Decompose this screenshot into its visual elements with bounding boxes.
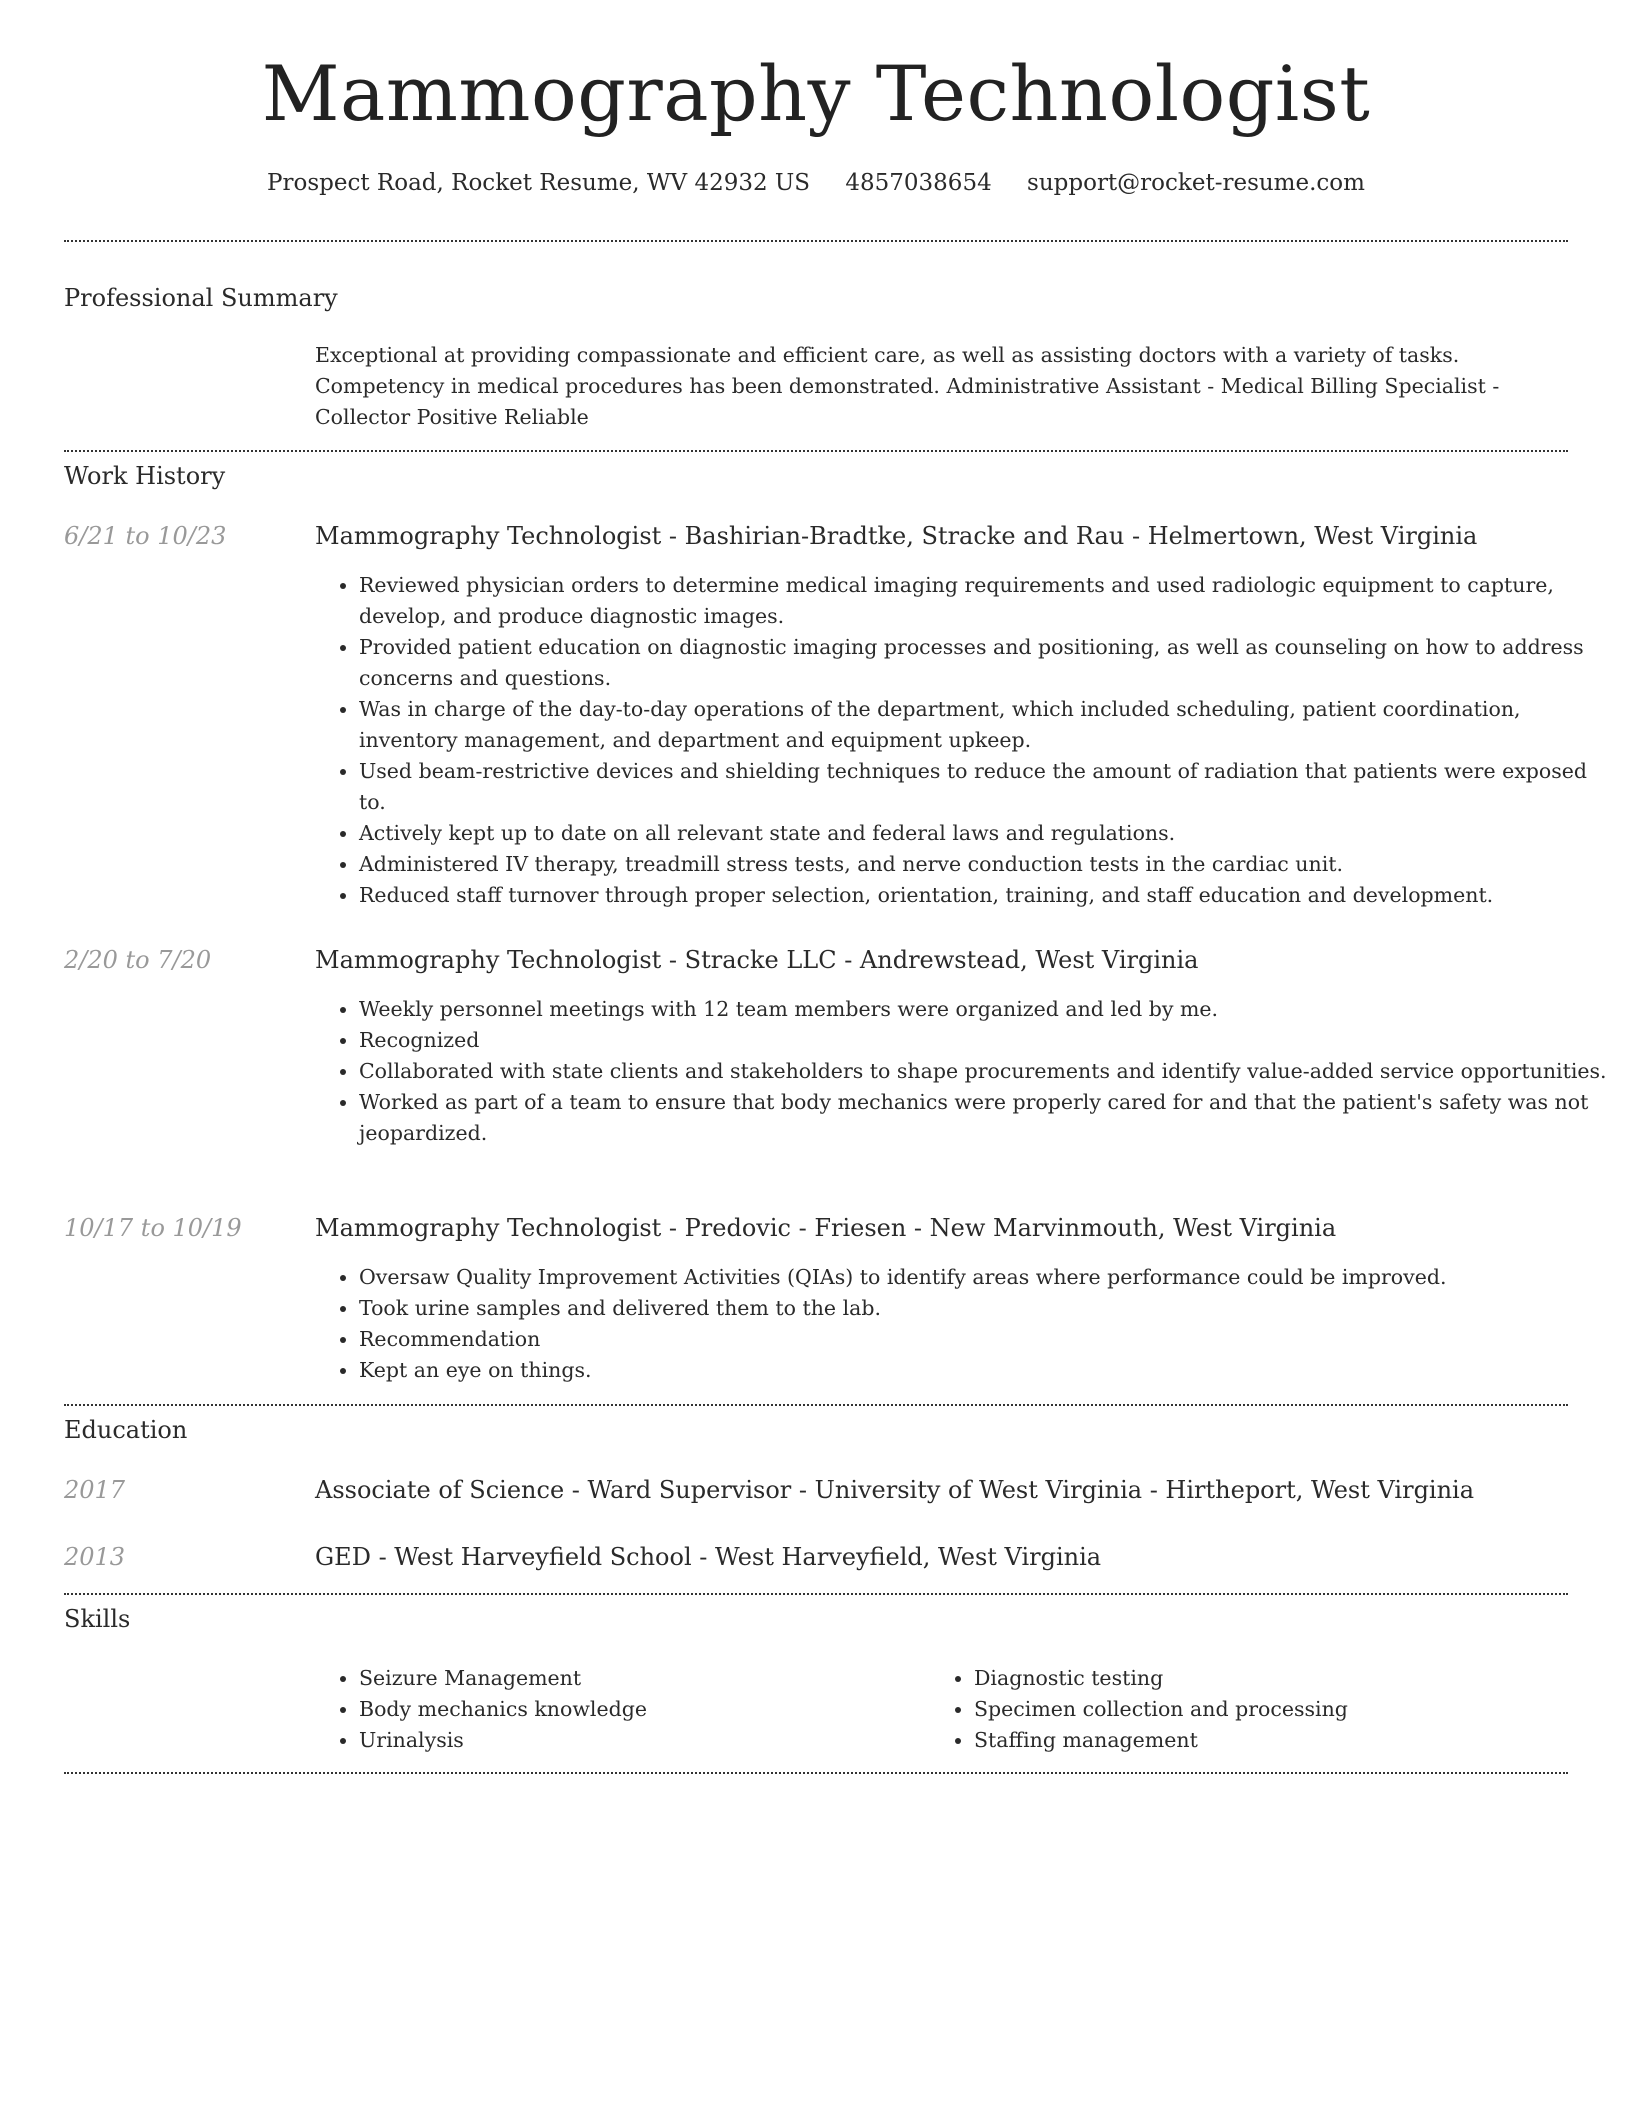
- list-item: • Collaborated with state clients and stakeholders to shape procurements and identify value-added service opportunities.: [359, 1056, 1609, 1087]
- education-year: 2013: [64, 1543, 126, 1571]
- job-dates: 6/21 to 10/23: [64, 522, 227, 550]
- list-item: • Oversaw Quality Improvement Activities (QIAs) to identify areas where performance could be improved.: [359, 1262, 1609, 1293]
- contact-phone: 4857038654: [845, 170, 992, 196]
- section-title-skills: Skills: [64, 1605, 131, 1633]
- job-bullets: [315, 570, 1609, 911]
- job-bullets: [315, 1262, 1609, 1386]
- job-heading: Mammography Technologist - Predovic - Friesen - New Marvinmouth, West Virginia: [315, 1214, 1337, 1242]
- skill-item: • Body mechanics knowledge: [359, 1694, 919, 1725]
- list-item: • Worked as part of a team to ensure that body mechanics were properly cared for and that the patient's safety was not jeopardized.: [359, 1087, 1609, 1149]
- skills-list-right: [930, 1663, 1594, 1756]
- job-bullets: [315, 994, 1609, 1149]
- candidate-name: Mammography Technologist: [261, 49, 1371, 138]
- job-dates: 10/17 to 10/19: [64, 1214, 242, 1242]
- education-year: 2017: [64, 1476, 126, 1504]
- list-item: • Administered IV therapy, treadmill stress tests, and nerve conduction tests in the cardiac unit.: [359, 849, 1609, 880]
- education-heading: GED - West Harveyfield School - West Harveyfield, West Virginia: [315, 1543, 1102, 1571]
- contact-email: support@rocket-resume.com: [1027, 170, 1365, 196]
- divider: [64, 1593, 1568, 1595]
- list-item: • Reviewed physician orders to determine medical imaging requirements and used radiologic equipment to capture, develop, and produce diagnostic images.: [359, 570, 1609, 632]
- divider: [64, 1772, 1568, 1774]
- skills-list-left: [315, 1663, 919, 1756]
- education-heading: Associate of Science - Ward Supervisor - University of West Virginia - Hirtheport, West Virginia: [315, 1476, 1475, 1504]
- list-item: • Was in charge of the day-to-day operations of the department, which included scheduling, patient coordination, inventory management, and department and equipment upkeep.: [359, 694, 1609, 756]
- section-title-education: Education: [64, 1416, 188, 1444]
- list-item: • Recognized: [359, 1025, 1609, 1056]
- divider: [64, 1404, 1568, 1406]
- contact-line: [64, 170, 1568, 196]
- divider: [64, 450, 1568, 452]
- section-title-summary: Professional Summary: [64, 284, 338, 312]
- skill-item: • Diagnostic testing: [974, 1663, 1594, 1694]
- list-item: • Weekly personnel meetings with 12 team members were organized and led by me.: [359, 994, 1609, 1025]
- job-heading: Mammography Technologist - Stracke LLC - Andrewstead, West Virginia: [315, 946, 1199, 974]
- summary-text: Exceptional at providing compassionate and efficient care, as well as assisting doctors with a variety of tasks. Competency in medical procedures has been demonstrated. Administrative Assistant - Medical Billing Specialist - Collector Positive Reliable: [315, 343, 1500, 429]
- contact-address: Prospect Road, Rocket Resume, WV 42932 US: [267, 170, 811, 196]
- section-title-work-history: Work History: [64, 462, 226, 490]
- list-item: • Used beam-restrictive devices and shielding techniques to reduce the amount of radiation that patients were exposed to.: [359, 756, 1609, 818]
- skill-item: • Staffing management: [974, 1725, 1594, 1756]
- skill-item: • Specimen collection and processing: [974, 1694, 1594, 1725]
- list-item: • Took urine samples and delivered them to the lab.: [359, 1293, 1609, 1324]
- skill-item: • Urinalysis: [359, 1725, 919, 1756]
- list-item: • Provided patient education on diagnostic imaging processes and positioning, as well as counseling on how to address concerns and questions.: [359, 632, 1609, 694]
- list-item: • Reduced staff turnover through proper selection, orientation, training, and staff education and development.: [359, 880, 1609, 911]
- job-heading: Mammography Technologist - Bashirian-Bradtke, Stracke and Rau - Helmertown, West Virginia: [315, 522, 1478, 550]
- divider: [64, 240, 1568, 242]
- list-item: • Actively kept up to date on all relevant state and federal laws and regulations.: [359, 818, 1609, 849]
- job-dates: 2/20 to 7/20: [64, 946, 212, 974]
- skill-item: • Seizure Management: [359, 1663, 919, 1694]
- list-item: • Recommendation: [359, 1324, 1609, 1355]
- list-item: • Kept an eye on things.: [359, 1355, 1609, 1386]
